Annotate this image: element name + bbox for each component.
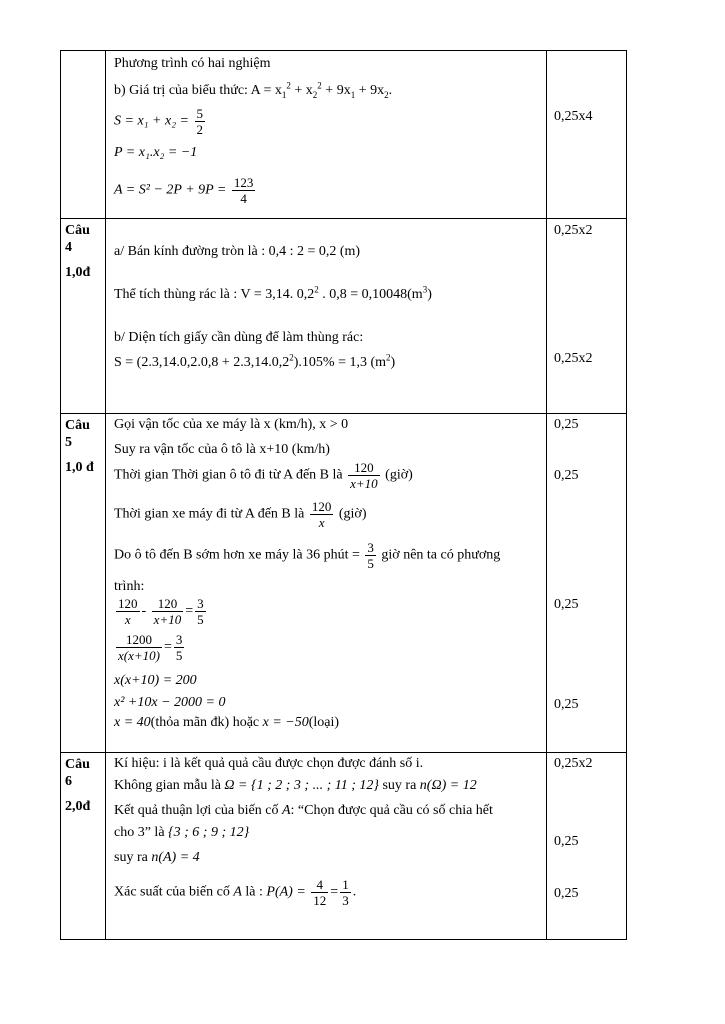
bike-time-fraction: [310, 499, 334, 530]
event-set-label: cho 3” là: [114, 825, 165, 840]
row-q3-continued: [61, 51, 627, 219]
q5-line-6: trình:: [114, 579, 145, 594]
q5-equation-1: [114, 596, 208, 627]
q3-sum-formula: [114, 106, 207, 137]
row-q6: [61, 753, 627, 940]
row-q4: [61, 219, 627, 414]
area-part: ): [390, 355, 396, 370]
q4-part-b: b/ Diện tích giấy cần dùng để làm thùng rác:: [114, 330, 364, 345]
eq1-n2: 120: [152, 596, 184, 612]
eq2-frac-2: [174, 632, 185, 663]
prob-equals: =: [330, 884, 339, 900]
q4-number: 4: [65, 240, 72, 255]
q5-score-4: 0,25: [554, 697, 579, 712]
eq1-d1: x: [124, 612, 131, 627]
expr-part: b) Giá trị của biểu thức: A = x: [114, 83, 282, 98]
sum-num: 5: [196, 106, 204, 121]
row-q5: [61, 414, 627, 753]
expr-sup: 2: [317, 80, 322, 91]
event-symbol: A: [281, 803, 291, 818]
area-part: S = (2.3,14.0,2.0,8 + 2.3,14.0,2: [114, 355, 290, 370]
q6-line-1: Kí hiệu: i là kết quả quả cầu được chọn được đánh số i.: [114, 756, 424, 771]
vol-part: ): [427, 287, 432, 302]
sample-space-label: Không gian mẫu là: [114, 778, 221, 793]
q3-content-cell: [106, 51, 546, 218]
q4-cau: Câu: [65, 223, 90, 238]
q5-line-1: Gọi vận tốc của xe máy là x (km/h), x > 0: [114, 417, 349, 432]
q6-score-1: 0,25x2: [554, 756, 593, 771]
sum-den: 2: [196, 122, 204, 137]
solution-x40: x = 40: [114, 715, 151, 730]
q5-score-1: 0,25: [554, 417, 579, 432]
expr-sub: 2: [384, 89, 389, 100]
car-time-fraction: [348, 460, 380, 491]
event-desc: : “Chọn được quả cầu có số chia hết: [290, 803, 493, 818]
area-part: ).105% = 1,3 (m: [293, 355, 387, 370]
a-num: 123: [233, 175, 254, 190]
expr-part: + x: [290, 83, 313, 98]
q5-equation-3: [114, 672, 197, 689]
q6-content-cell: [106, 753, 546, 939]
sum-lhs: S = x₁ + x₂ =: [114, 113, 190, 129]
eq1-n1: 120: [118, 596, 138, 611]
event-count-label: suy ra: [114, 850, 148, 865]
vol-part: Thể tích thùng rác là : V = 3,14. 0,2: [114, 287, 315, 302]
a-den: 4: [240, 191, 247, 206]
sample-space-mid: suy ra: [382, 778, 417, 793]
vol-sup: 3: [422, 284, 428, 295]
q6-score-2: 0,25: [554, 834, 579, 849]
q5-points: 1,0 đ: [65, 460, 94, 475]
line5-text: Do ô tô đến B sớm hơn xe máy là 36 phút =: [114, 547, 360, 563]
q5-number: 5: [65, 435, 72, 450]
bike-time-den: x: [318, 515, 325, 530]
line3-text: Thời gian Thời gian ô tô đi từ A đến B là: [114, 467, 343, 483]
bike-time-num: 120: [311, 499, 332, 514]
eq2-d2: 5: [175, 648, 183, 663]
q5-line-3: [114, 460, 413, 491]
q6-line-2: [114, 777, 477, 794]
a-fraction: [232, 175, 256, 206]
solution-note: (thỏa mãn đk) hoặc: [150, 715, 260, 730]
q3-score-cell: [547, 51, 626, 218]
expr-sub: 1: [281, 89, 287, 100]
sample-space-count: n(Ω) = 12: [419, 778, 477, 793]
q4-score-1: 0,25x2: [554, 223, 593, 238]
answer-table: [60, 50, 627, 940]
eq1-n3: 3: [197, 596, 204, 611]
q3-product-formula: [114, 144, 197, 161]
eq2-n1: 1200: [116, 632, 162, 648]
line4-unit: (giờ): [338, 506, 367, 522]
minutes-num: 3: [367, 540, 374, 555]
event-set: {3 ; 6 ; 9 ; 12}: [168, 825, 250, 840]
q4-label-cell: [61, 219, 105, 413]
eq2-frac-1: [116, 632, 162, 663]
minutes-fraction: [365, 540, 376, 571]
product-eq: P = x₁.x₂ = −1: [114, 145, 198, 160]
eq2-equals: =: [163, 639, 172, 655]
q3-line-roots: Phương trình có hai nghiệm: [114, 56, 271, 71]
a-lhs: A = S² − 2P + 9P =: [114, 182, 227, 198]
eq1-equals: =: [185, 603, 194, 619]
q5-cau: Câu: [65, 418, 90, 433]
expr-sup: 2: [286, 80, 291, 91]
q5-solution: [114, 714, 339, 731]
q5-score-2: 0,25: [554, 468, 579, 483]
expr-sub: 2: [312, 89, 318, 100]
prob-event-symbol: A: [233, 884, 242, 900]
q6-number: 6: [65, 774, 72, 789]
car-time-num: 120: [348, 460, 380, 476]
sum-fraction: [195, 106, 206, 137]
q5-line-5: [114, 540, 500, 571]
line5-suffix: giờ nên ta có phương: [381, 547, 501, 563]
q4-volume: [114, 286, 432, 303]
q4-score-cell: [547, 219, 626, 413]
event-label: Kết quả thuận lợi của biến cố: [114, 803, 279, 818]
area-sup: 2: [289, 352, 294, 363]
minutes-den: 5: [367, 556, 374, 571]
q4-part-a: a/ Bán kính đường tròn là : 0,4 : 2 = 0,2 (m): [114, 244, 361, 259]
prob-frac-1: [311, 877, 328, 908]
q6-cau: Câu: [65, 757, 90, 772]
q6-points: 2,0đ: [65, 799, 91, 814]
vol-part: . 0,8 = 0,10048(m: [318, 287, 423, 302]
q5-score-cell: [547, 414, 626, 752]
line3-unit: (giờ): [385, 467, 413, 483]
q3-line-expression: [114, 82, 392, 99]
q5-score-3: 0,25: [554, 597, 579, 612]
expr-part: + 9x: [355, 83, 385, 98]
q4-content-cell: [106, 219, 546, 413]
eq1-minus: -: [141, 603, 147, 619]
q6-line-3: [114, 802, 493, 819]
q3-score: 0,25x4: [554, 109, 593, 124]
q5-equation-2: [114, 632, 186, 663]
q5-equation-4: [114, 694, 225, 711]
eq2-d1: x(x+10): [118, 648, 160, 663]
q4-score-2: 0,25x2: [554, 351, 593, 366]
eq1-d3: 5: [197, 612, 204, 627]
event-count: n(A) = 4: [151, 850, 200, 865]
prob-frac-2: [340, 877, 351, 908]
prob-d2: 3: [342, 893, 349, 908]
q5-label-cell: [61, 414, 105, 752]
eq1-frac-3: [195, 596, 206, 627]
q4-points: 1,0đ: [65, 265, 91, 280]
prob-mid: là :: [245, 884, 263, 900]
prob-d1: 12: [313, 893, 327, 908]
car-time-den: x+10: [350, 476, 378, 491]
vol-sup: 2: [314, 284, 319, 295]
q6-line-5: [114, 849, 200, 866]
q4-area: [114, 354, 395, 371]
q6-score-3: 0,25: [554, 886, 579, 901]
prob-lhs: P(A) =: [266, 884, 306, 900]
q6-line-4: [114, 824, 249, 841]
solution-reject: (loại): [308, 715, 340, 730]
eq1-frac-1: [116, 596, 140, 627]
q3-a-formula: [114, 175, 257, 206]
prob-n2: 1: [342, 877, 349, 892]
prob-label: Xác suất của biến cố: [114, 884, 230, 900]
line4-text: Thời gian xe máy đi từ A đến B là: [114, 506, 305, 522]
eq4-text: x² +10x − 2000 = 0: [114, 695, 226, 710]
expr-part: + 9x: [321, 83, 351, 98]
q5-line-4: [114, 499, 366, 530]
q6-score-cell: [547, 753, 626, 939]
q5-line-2: Suy ra vận tốc của ô tô là x+10 (km/h): [114, 442, 330, 457]
sample-space-set: Ω = {1 ; 2 ; 3 ; ... ; 11 ; 12}: [224, 778, 379, 793]
eq2-n2: 3: [175, 632, 183, 647]
area-sup: 2: [386, 352, 391, 363]
q6-label-cell: [61, 753, 105, 939]
prob-n1: 4: [311, 877, 328, 893]
prob-end: .: [352, 884, 357, 900]
q5-content-cell: [106, 414, 546, 752]
expr-part: .: [388, 83, 393, 98]
eq1-frac-2: [152, 596, 184, 627]
q6-line-6: [114, 877, 356, 908]
eq1-d2: x+10: [153, 612, 182, 627]
expr-sub: 1: [350, 89, 356, 100]
eq3-text: x(x+10) = 200: [114, 673, 197, 688]
solution-x-50: x = −50: [262, 715, 309, 730]
